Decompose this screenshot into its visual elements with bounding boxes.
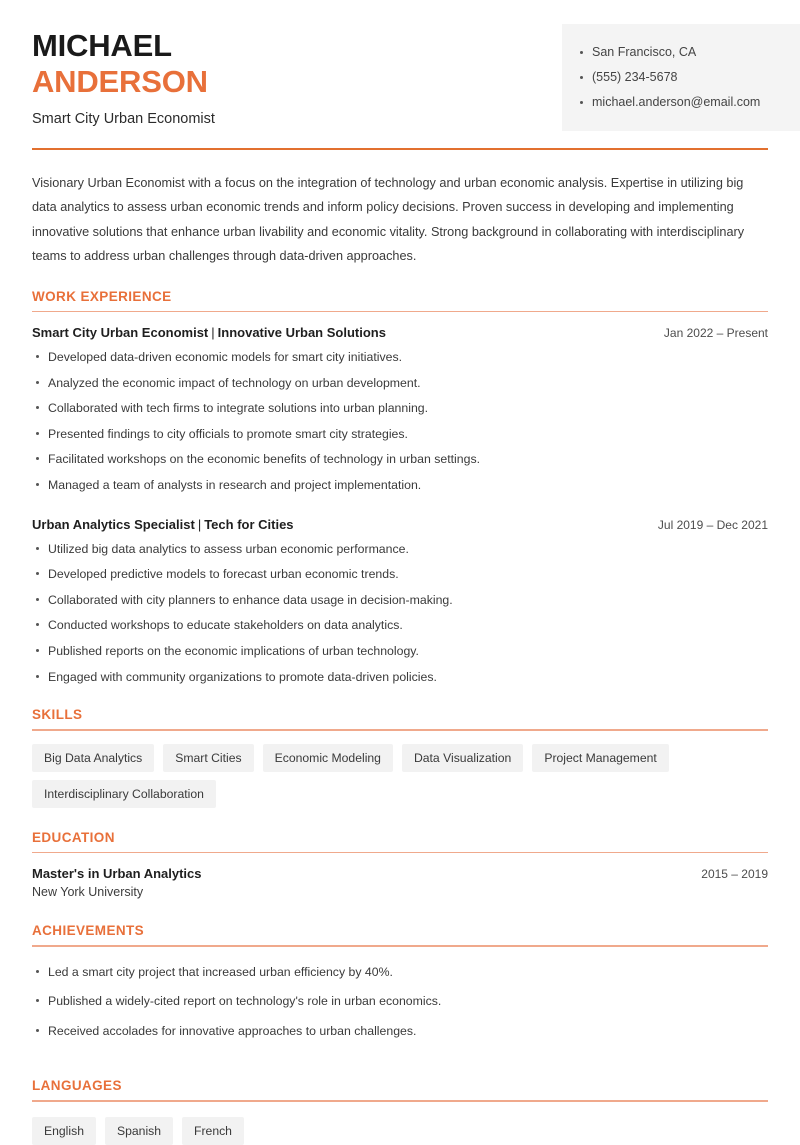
- language-tag: English: [32, 1117, 96, 1145]
- education-entry: [32, 866, 768, 899]
- education-school: New York University: [32, 885, 144, 900]
- bullet-item: Collaborated with tech firms to integrate solutions into urban planning.: [32, 400, 768, 426]
- skill-tag: Data Visualization: [402, 744, 523, 772]
- candidate-name: [32, 28, 215, 64]
- bullet-item: Managed a team of analysts in research and project implementation.: [32, 477, 768, 494]
- work-entry: [32, 325, 768, 494]
- bullet-item: Developed data-driven economic models for smart city initiatives.: [32, 349, 768, 375]
- section-title-education: EDUCATION: [32, 829, 115, 845]
- bullet-item: Engaged with community organizations to promote data-driven policies.: [32, 669, 768, 686]
- bullet-item: Utilized big data analytics to assess urban economic performance.: [32, 541, 768, 567]
- bullet-item: Collaborated with city planners to enhance data usage in decision-making.: [32, 592, 768, 618]
- bullet-item: Published reports on the economic implications of urban technology.: [32, 643, 768, 669]
- skill-tag: Project Management: [532, 744, 668, 772]
- name-last: ANDERSON: [32, 63, 208, 99]
- work-bullets: [32, 541, 768, 686]
- section-rule-education: [32, 852, 768, 854]
- candidate-name-last-line: [32, 64, 215, 100]
- section-rule-achievements: [32, 945, 768, 947]
- resume-header: [0, 0, 800, 131]
- name-first: MICHAEL: [32, 28, 172, 63]
- skill-tag: Smart Cities: [163, 744, 253, 772]
- bullet-item: Conducted workshops to educate stakeholders on data analytics.: [32, 617, 768, 643]
- work-date: Jan 2022 – Present: [663, 326, 768, 340]
- section-title-languages: LANGUAGES: [32, 1078, 122, 1094]
- education-date: 2015 – 2019: [701, 867, 768, 882]
- resume-body: [0, 171, 800, 1145]
- header-divider: [32, 148, 768, 150]
- bullet-item: Led a smart city project that increased urban efficiency by 40%.: [32, 964, 768, 994]
- work-company: Innovative Urban Solutions: [217, 325, 386, 340]
- section-education: [32, 830, 768, 900]
- section-skills: [32, 707, 768, 808]
- work-entry-header: [32, 325, 768, 340]
- section-work-experience: [32, 289, 768, 686]
- skill-tag: Big Data Analytics: [32, 744, 154, 772]
- bullet-item: Analyzed the economic impact of technology on urban development.: [32, 375, 768, 401]
- education-entry-header: [32, 866, 768, 881]
- headline-job-title: Smart City Urban Economist: [32, 110, 215, 127]
- title-separator: |: [211, 325, 215, 340]
- bullet-item: Developed predictive models to forecast urban economic trends.: [32, 566, 768, 592]
- bullet-item: Published a widely-cited report on technology's role in urban economics.: [32, 993, 768, 1023]
- section-rule-work: [32, 311, 768, 313]
- work-entry: [32, 517, 768, 686]
- bullet-item: Received accolades for innovative approaches to urban challenges.: [32, 1023, 768, 1053]
- contact-box: [562, 24, 800, 131]
- skill-tag: Economic Modeling: [263, 744, 393, 772]
- achievements-list: [32, 964, 768, 1053]
- work-date: Jul 2019 – Dec 2021: [657, 517, 768, 532]
- section-languages: [32, 1078, 768, 1145]
- work-role: Smart City Urban Economist: [32, 325, 209, 340]
- work-entry-title: [32, 325, 386, 340]
- section-title-skills: SKILLS: [32, 707, 83, 723]
- skill-tag: Interdisciplinary Collaboration: [32, 780, 216, 808]
- bullet-item: Facilitated workshops on the economic benefits of technology in urban settings.: [32, 451, 768, 477]
- section-title-work: WORK EXPERIENCE: [32, 288, 172, 304]
- contact-list: [580, 40, 766, 115]
- work-bullets: [32, 349, 768, 494]
- work-entry-header: [32, 517, 768, 532]
- bullet-item: Presented findings to city officials to promote smart city strategies.: [32, 426, 768, 452]
- section-achievements: [32, 923, 768, 1052]
- contact-email[interactable]: michael.anderson@email.com: [580, 90, 766, 115]
- contact-phone[interactable]: (555) 234-5678: [580, 65, 766, 90]
- language-tag: French: [182, 1117, 244, 1145]
- skills-tag-list: [32, 744, 768, 808]
- title-separator: |: [197, 516, 202, 532]
- work-company: Tech for Cities: [204, 516, 294, 532]
- section-title-achievements: ACHIEVEMENTS: [32, 923, 145, 939]
- work-role: Urban Analytics Specialist: [32, 516, 195, 532]
- section-rule-languages: [32, 1100, 768, 1102]
- identity-block: [32, 24, 215, 127]
- section-rule-skills: [32, 729, 768, 731]
- professional-summary: Visionary Urban Economist with a focus on the integration of technology and urban economic analysis. Expertise in utilizing big data analytics to assess urban economic trends and inform policy decisions. Proven success in developing and implementing innovative solutions that enhance urban livability and economic vitality. Strong background in collaborating with interdisciplinary teams to address urban challenges through data-driven approaches.: [32, 176, 745, 264]
- language-tag: Spanish: [105, 1117, 173, 1145]
- education-degree: Master's in Urban Analytics: [32, 866, 202, 882]
- contact-location: San Francisco, CA: [580, 40, 766, 65]
- work-entry-title: [32, 517, 294, 532]
- languages-tag-list: [32, 1117, 768, 1145]
